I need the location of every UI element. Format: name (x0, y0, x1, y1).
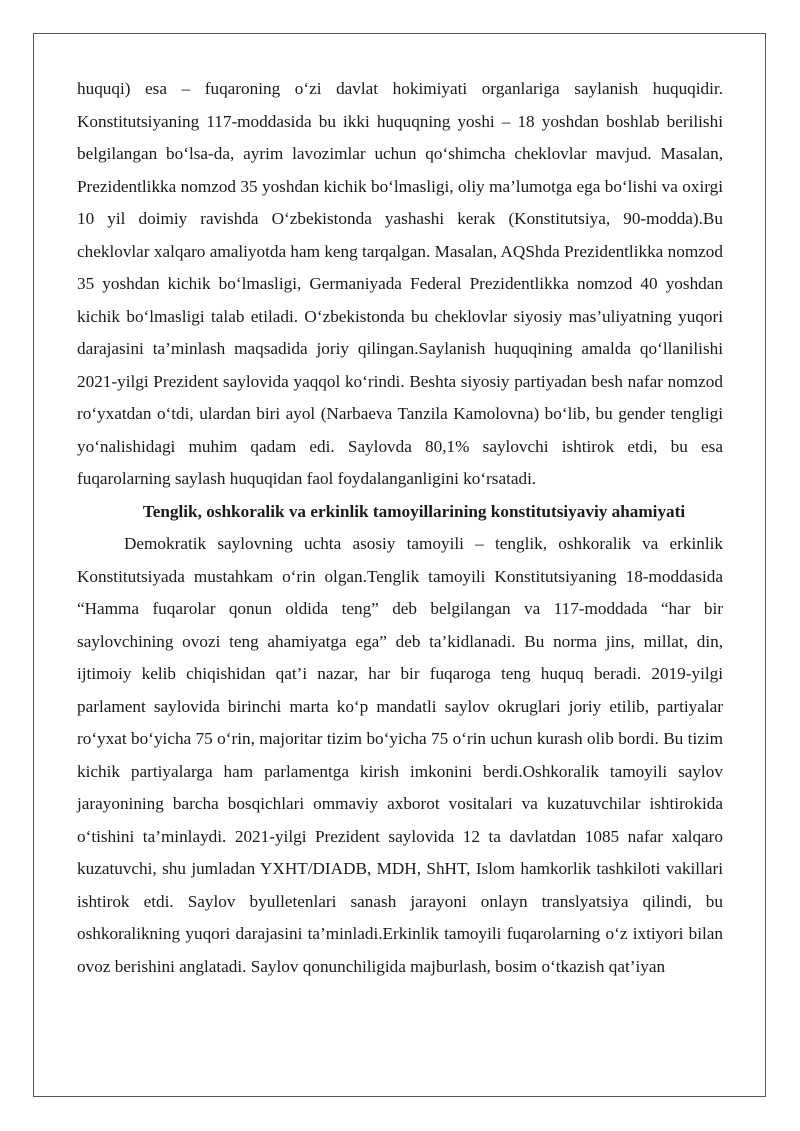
document-body (77, 73, 723, 983)
paragraph-main: Demokratik saylovning uchta asosiy tamoyili – tenglik, oshkoralik va erkinlik Konstitutsiyada mustahkam o‘rin olgan.Tenglik tamoyili Konstitutsiyaning 18-moddasida “Hamma fuqarolar qonun oldida teng” deb belgilangan va 117-moddada “har bir saylovchining ovozi teng ahamiyatga ega” deb ta’kidlanadi. Bu norma jins, millat, din, ijtimoiy kelib chiqishidan qat’i nazar, har bir fuqaroga teng huquq beradi. 2019-yilgi parlament saylovida birinchi marta ko‘p mandatli saylov okruglari joriy etilib, partiyalar ro‘yxat bo‘yicha 75 o‘rin, majoritar tizim bo‘yicha 75 o‘rin uchun kurash olib bordi. Bu tizim kichik partiyalarga ham parlamentga kirish imkonini berdi.Oshkoralik tamoyili saylov jarayonining barcha bosqichlari ommaviy axborot vositalari va kuzatuvchilar ishtirokida o‘tishini ta’minlaydi. 2021-yilgi Prezident saylovida 12 ta davlatdan 1085 nafar xalqaro kuzatuvchi, shu jumladan YXHT/DIADB, MDH, ShHT, Islom hamkorlik tashkiloti vakillari ishtirok etdi. Saylov byulletenlari sanash jarayoni onlayn translyatsiya qilindi, bu oshkoralikning yuqori darajasini ta’minladi.Erkinlik tamoyili fuqarolarning o‘z ixtiyori bilan ovoz berishini anglatadi. Saylov qonunchiligida majburlash, bosim o‘tkazish qat’iyan (77, 534, 723, 976)
section-heading: Tenglik, oshkoralik va erkinlik tamoyillarining konstitutsiyaviy ahamiyati (142, 501, 686, 521)
paragraph-continued: huquqi) esa – fuqaroning o‘zi davlat hokimiyati organlariga saylanish huquqidir. Konstitutsiyaning 117-moddasida bu ikki huquqning yoshi – 18 yoshdan boshlab berilishi belgilangan bo‘lsa-da, ayrim lavozimlar uchun qo‘shimcha cheklovlar mavjud. Masalan, Prezidentlikka nomzod 35 yoshdan kichik bo‘lmasligi, oliy ma’lumotga ega bo‘lishi va oxirgi 10 yil doimiy ravishda O‘zbekistonda yashashi kerak (Konstitutsiya, 90-modda).Bu cheklovlar xalqaro amaliyotda ham keng tarqalgan. Masalan, AQShda Prezidentlikka nomzod 35 yoshdan kichik bo‘lmasligi, Germaniyada Federal Prezidentlikka nomzod 40 yoshdan kichik bo‘lmasligi talab etiladi. O‘zbekistonda bu cheklovlar siyosiy mas’uliyatning yuqori darajasini ta’minlash maqsadida joriy qilingan.Saylanish huquqining amalda qo‘llanilishi 2021-yilgi Prezident saylovida yaqqol ko‘rindi. Beshta siyosiy partiyadan besh nafar nomzod ro‘yxatdan o‘tdi, ulardan biri ayol (Narbaeva Tanzila Kamolovna) bo‘lib, bu gender tengligi yo‘nalishidagi muhim qadam edi. Saylovda 80,1% saylovchi ishtirok etdi, bu esa fuqarolarning saylash huquqidan faol foydalanganligini ko‘rsatadi. (77, 79, 723, 488)
